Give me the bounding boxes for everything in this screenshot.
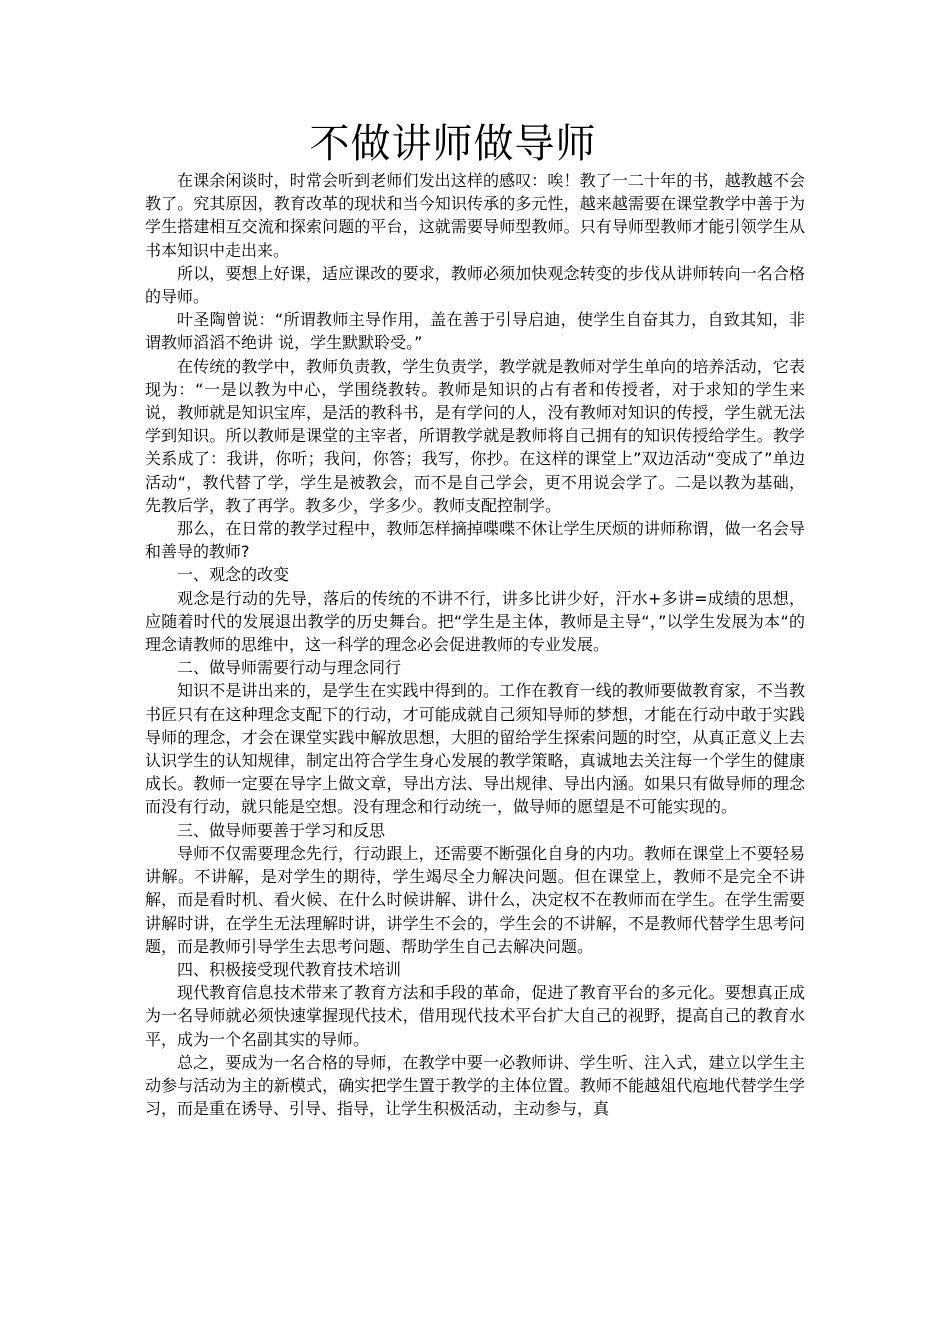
paragraph-traditional-teaching: 在传统的教学中，教师负责教，学生负责学，教学就是教师对学生单向的培养活动，它表现为：“一是以教为中心，学围绕教转。教师是知识的占有者和传授者，对于求知的学生来说，教师就是知识宝库，是活的教科书，是有学问的人，没有教师对知识的传授，学生就无法学到知识。所以教师是课堂的主宰者，所谓教学就是教师将自己拥有的知识传授给学生。教学关系成了：我讲，你听；我问，你答；我写，你抄。在这样的课堂上”双边活动“变成了”单边活动“，教代替了学，学生是被教会，而不是自己学会，更不用说会学了。二是以教为基础，先教后学，教了再学。教多少，学多少。教师支配控制学。 — [145, 356, 805, 515]
paragraph-conclusion: 总之，要成为一名合格的导师，在教学中要一必教师讲、学生听、注入式，建立以学生主动参与活动为主的新模式，确实把学生置于教学的主体位置。教师不能越俎代庖地代替学生学习，而是重在诱导、引导、指导，让学生积极活动，主动参与，真 — [145, 1052, 805, 1119]
paragraph-quote: 叶圣陶曾说：“所谓教师主导作用，盖在善于引导启迪，使学生自奋其力，自致其知，非谓教师滔滔不绝讲 说，学生默默聆受。” — [145, 310, 805, 353]
paragraph-intro: 在课余闲谈时，时常会听到老师们发出这样的感叹：唉！教了一二十年的书，越教越不会教了。究其原因，教育改革的现状和当今知识传承的多元性，越来越需要在课堂教学中善于为学生搭建相互交流和探索问题的平台，这就需要导师型教师。只有导师型教师才能引领学生从书本知识中走出来。 — [145, 171, 805, 260]
section-heading-1: 一、观念的改变 — [177, 565, 290, 585]
section-heading-3: 三、做导师要善于学习和反思 — [177, 820, 386, 840]
paragraph-section-3: 导师不仅需要理念先行，行动跟上，还需要不断强化自身的内功。教师在课堂上不要轻易讲解。不讲解，是对学生的期待，学生竭尽全力解决问题。但在课堂上，教师不是完全不讲解，而是看时机、看火候、在什么时候讲解、讲什么，决定权不在教师而在学生。在学生需要讲解时讲，在学生无法理解时讲，讲学生不会的，学生会的不讲解，不是教师代替学生思考问题，而是教师引导学生去思考问题、帮助学生自己去解决问题。 — [145, 843, 805, 956]
document-title: 不做讲师做导师 — [309, 121, 597, 167]
paragraph-section-4: 现代教育信息技术带来了教育方法和手段的革命，促进了教育平台的多元化。要想真正成为一名导师就必须快速掌握现代技术，借用现代技术平台扩大自己的视野，提高自己的教育水平，成为一个名副其实的导师。 — [145, 983, 805, 1049]
section-heading-4: 四、积极接受现代教育技术培训 — [177, 959, 402, 979]
paragraph-question: 那么，在日常的教学过程中，教师怎样摘掉喋喋不休让学生厌烦的讲师称谓，做一名会导和善导的教师? — [145, 519, 805, 562]
paragraph-section-1: 观念是行动的先导，落后的传统的不讲不行，讲多比讲少好，汗水+多讲=成绩的思想，应随着时代的发展退出教学的历史舞台。把“学生是主体，教师是主导“，”以学生发展为本“的理念请教师的思维中，这一科学的理念必会促进教师的专业发展。 — [145, 588, 805, 655]
paragraph-section-2: 知识不是讲出来的，是学生在实践中得到的。工作在教育一线的教师要做教育家，不当教书匠只有在这种理念支配下的行动，才可能成就自己须知导师的梦想，才能在行动中敢于实践导师的理念，才会在课堂实践中解放思想，大胆的留给学生探索问题的时空，从真正意义上去认识学生的认知规律，制定出符合学生身心发展的教学策略，真诚地去关注每一个学生的健康成长。教师一定要在导字上做文章，导出方法、导出规律、导出内涵。如果只有做导师的理念而没有行动，就只能是空想。没有理念和行动统一，做导师的愿望是不可能实现的。 — [145, 681, 805, 817]
section-heading-2: 二、做导师需要行动与理念同行 — [177, 658, 402, 678]
document-body — [145, 169, 805, 1120]
paragraph-thesis: 所以，要想上好课，适应课改的要求，教师必须加快观念转变的步伐从讲师转向一名合格的导师。 — [145, 263, 805, 307]
